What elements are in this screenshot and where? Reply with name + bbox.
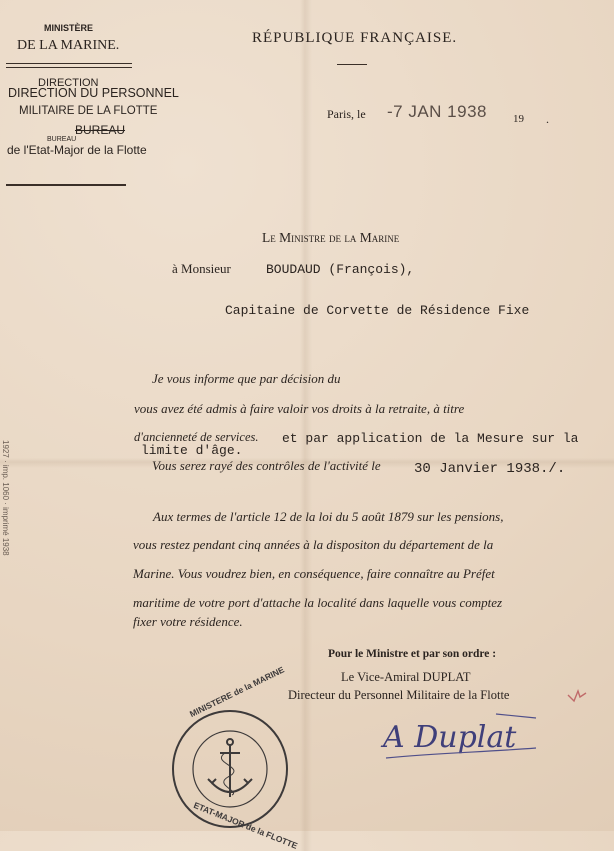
bureau-divider bbox=[6, 184, 126, 186]
header-divider-2 bbox=[6, 67, 132, 68]
recipient-name: BOUDAUD (François), bbox=[266, 262, 415, 277]
dot: . bbox=[546, 112, 549, 126]
direction-line-1: DIRECTION DU PERSONNEL bbox=[8, 86, 179, 100]
body-p2-l1: Aux termes de l'article 12 de la loi du 5 août 1879 sur les pensions, bbox=[153, 509, 504, 524]
bureau-label: BUREAU bbox=[75, 123, 126, 137]
sender-line: Le Ministre de la Marine bbox=[262, 230, 400, 245]
body-p1-l4-typed: limite d'âge. bbox=[141, 443, 243, 458]
body-p1-date: 30 Janvier 1938./. bbox=[414, 461, 566, 477]
closing-name: Le Vice-Amiral DUPLAT bbox=[341, 670, 471, 684]
body-p2-l4: maritime de votre port d'attache la localité dans laquelle vous comptez bbox=[133, 595, 503, 610]
body-p1-l3-typed: et par application de la Mesure sur la bbox=[282, 431, 579, 446]
signature-flourish bbox=[376, 708, 546, 768]
body-p2-l5: fixer votre résidence. bbox=[133, 614, 243, 629]
body-p1-l5: Vous serez rayé des contrôles de l'activité le bbox=[152, 458, 381, 473]
closing-title: Directeur du Personnel Militaire de la Flotte bbox=[288, 688, 510, 702]
body-p1-l2: vous avez été admis à faire valoir vos droits à la retraite, à titre bbox=[134, 401, 465, 416]
to-prefix: à Monsieur bbox=[172, 261, 231, 276]
official-seal bbox=[170, 705, 290, 830]
body-p2-l3: Marine. Vous voudrez bien, en conséquence, faire connaître au Préfet bbox=[133, 566, 495, 581]
bureau-small: BUREAU bbox=[47, 136, 77, 143]
republic-title: RÉPUBLIQUE FRANÇAISE. bbox=[252, 30, 458, 46]
seal-graphic bbox=[170, 705, 290, 830]
year-suffix: 19 bbox=[513, 113, 524, 125]
body-p1-l3-printed: d'ancienneté de services. bbox=[134, 430, 259, 444]
ministry-title: DE LA MARINE. bbox=[17, 38, 120, 53]
body-p2-l2: vous restez pendant cinq années à la dispositon du département de la bbox=[133, 537, 494, 552]
bureau-line: de l'Etat-Major de la Flotte bbox=[7, 143, 147, 157]
direction-line-2: MILITAIRE DE LA FLOTTE bbox=[19, 105, 158, 117]
margin-note: 1927 · imp. 1060 · imprimé 1938 bbox=[1, 440, 10, 556]
header-divider bbox=[6, 63, 132, 64]
closing-order: Pour le Ministre et par son ordre : bbox=[328, 648, 497, 660]
direction-label: DIRECTION bbox=[38, 77, 99, 89]
seal-text-bottom: ETAT-MAJOR de la FLOTTE bbox=[192, 800, 300, 851]
date-stamp: -7 JAN 1938 bbox=[387, 102, 487, 121]
ministry-small: MINISTÈRE bbox=[44, 23, 94, 33]
recipient-rank: Capitaine de Corvette de Résidence Fixe bbox=[225, 303, 530, 318]
anchor-icon bbox=[208, 739, 252, 797]
signature: A Duplat bbox=[383, 720, 517, 755]
body-p1-l1: Je vous informe que par décision du bbox=[152, 371, 341, 386]
check-mark-icon bbox=[566, 687, 588, 705]
republic-underline bbox=[337, 64, 367, 65]
place-label: Paris, le bbox=[327, 107, 366, 121]
seal-text-top: MINISTERE de la MARINE bbox=[188, 664, 286, 719]
